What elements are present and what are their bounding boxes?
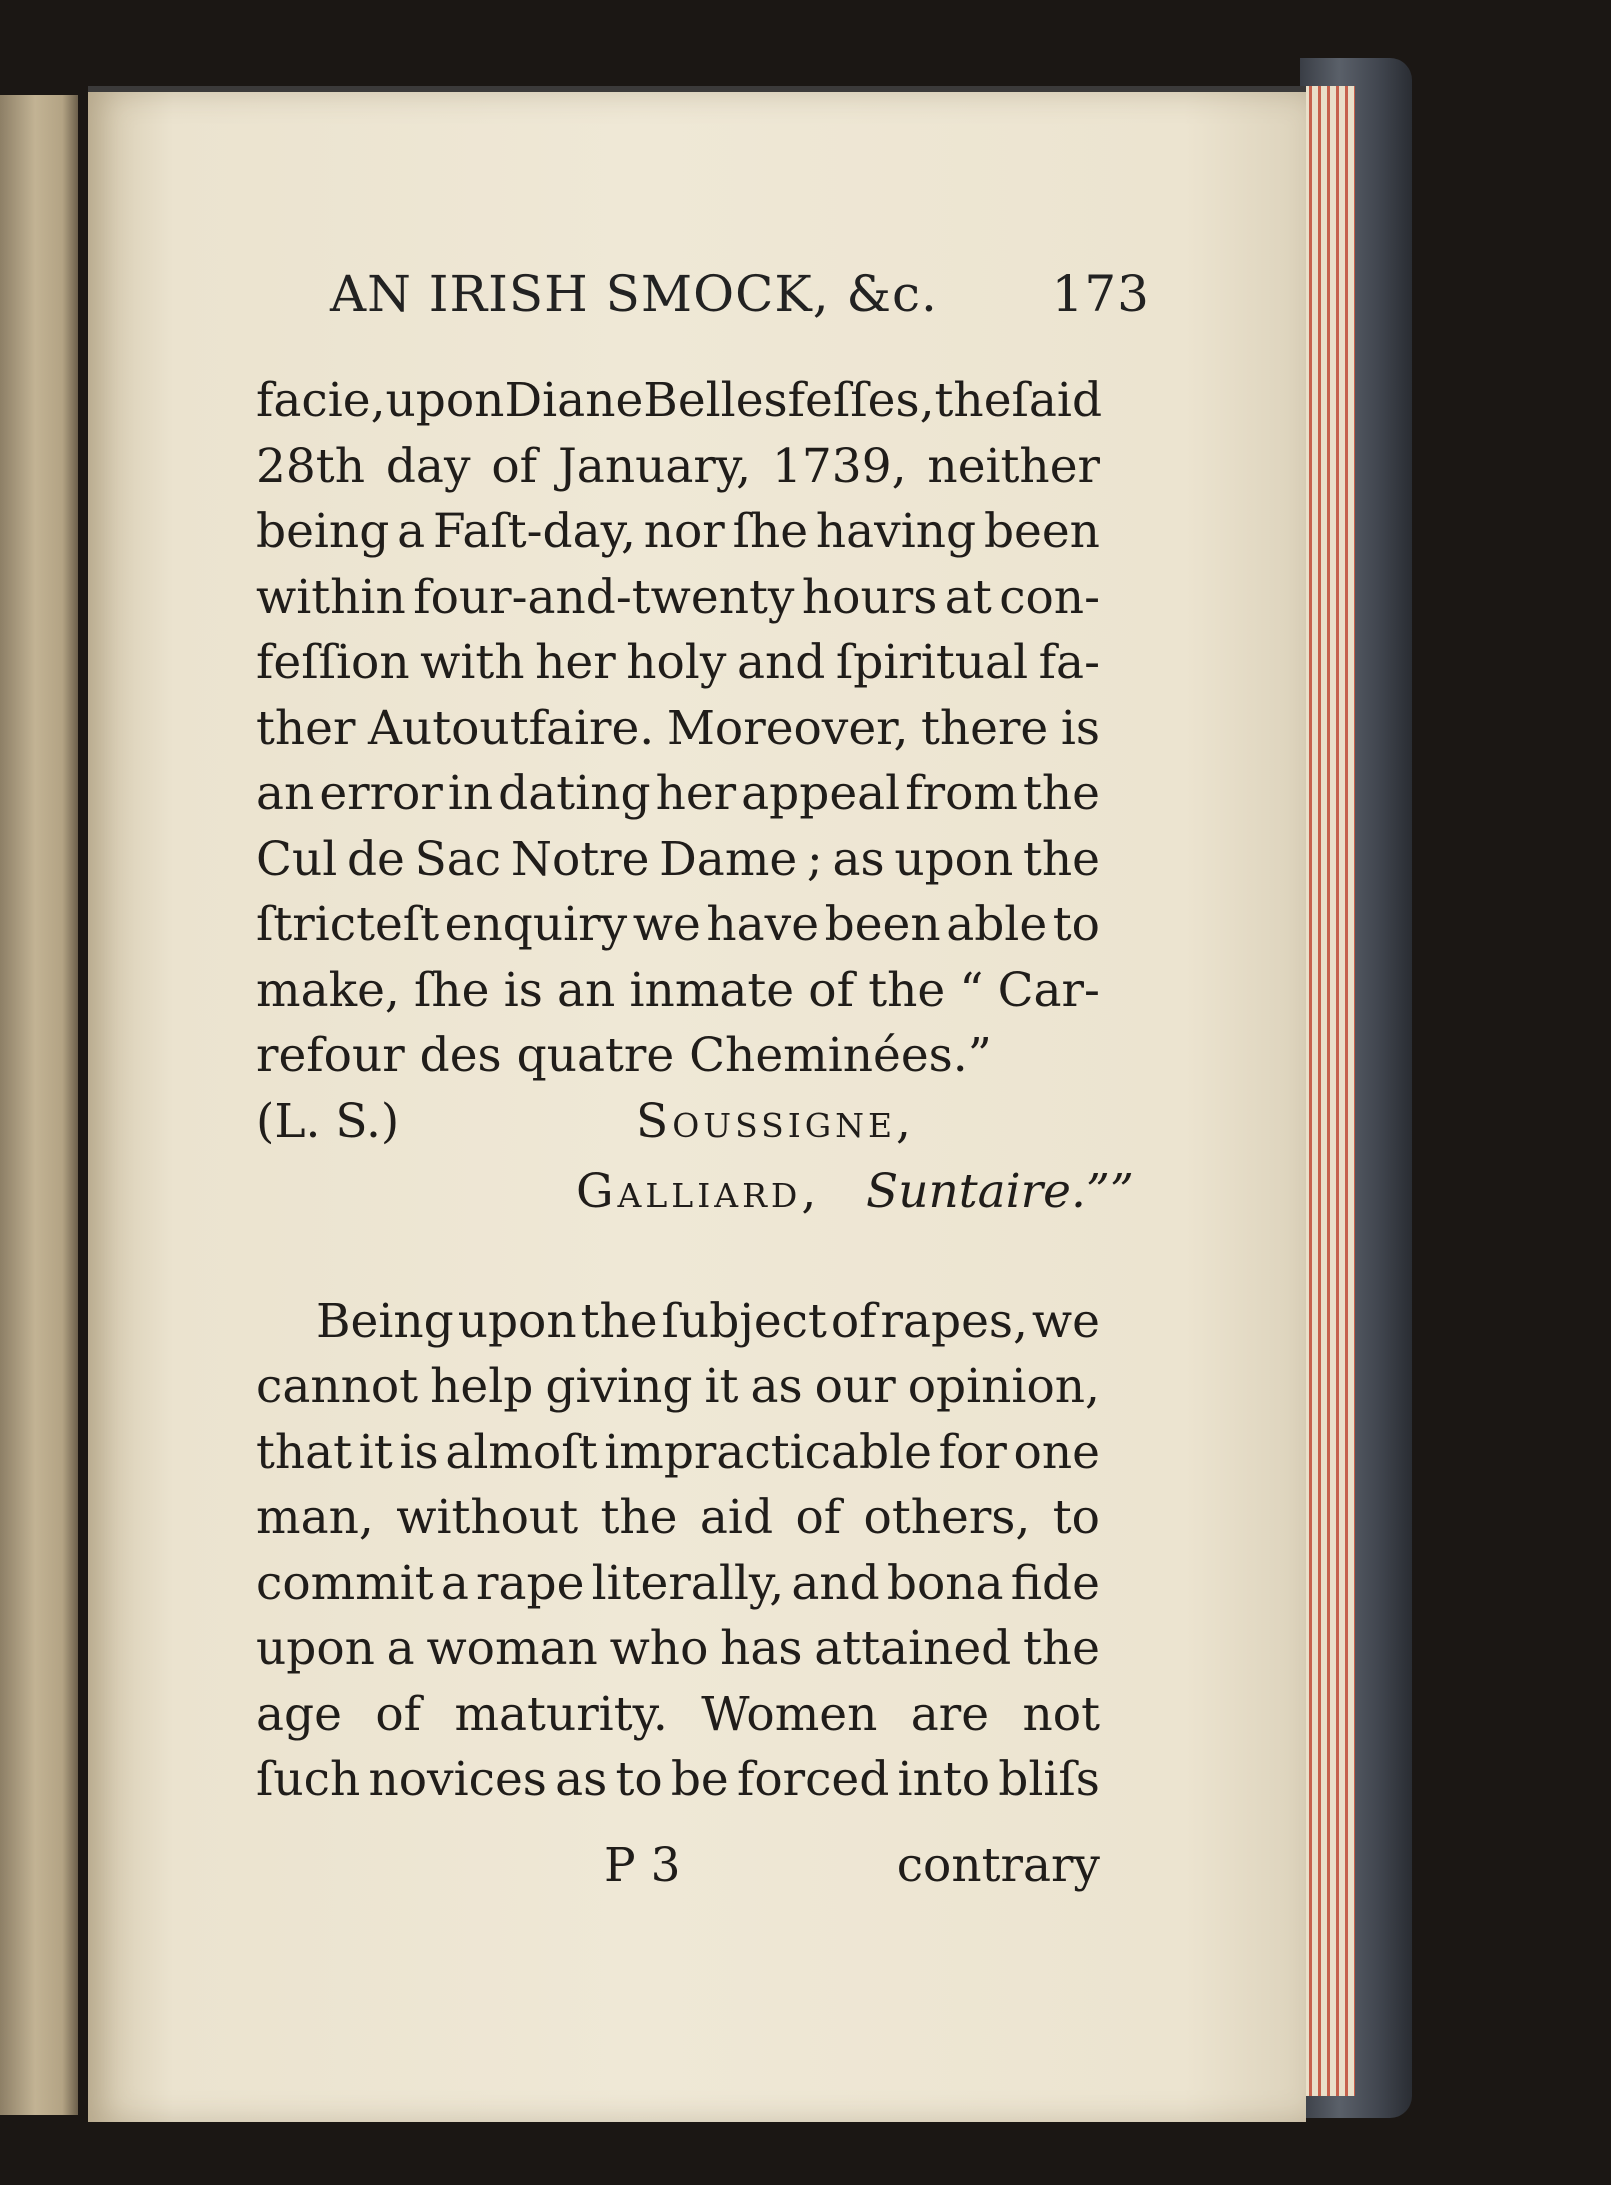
word: the	[580, 1293, 658, 1349]
word: neither	[927, 438, 1100, 494]
signature-mark: P 3	[604, 1838, 681, 1893]
word: our	[814, 1359, 896, 1414]
word: is	[1060, 700, 1100, 756]
text-line	[256, 958, 1100, 1024]
word: help	[430, 1359, 534, 1414]
word: of	[830, 1293, 877, 1349]
word: “	[959, 962, 984, 1018]
word: it	[358, 1424, 393, 1480]
word: to	[615, 1752, 663, 1807]
page-text	[256, 368, 1134, 1813]
text-line	[256, 761, 1100, 827]
word: attained	[814, 1621, 1012, 1676]
word: has	[720, 1621, 803, 1676]
word: have	[706, 897, 820, 952]
word: to	[1052, 897, 1100, 952]
word: day	[385, 438, 471, 494]
word: the	[1022, 766, 1100, 821]
text-line	[256, 1354, 1100, 1420]
word: at	[944, 569, 992, 625]
word: one	[1013, 1424, 1100, 1480]
word: Diane	[504, 373, 644, 428]
word: man,	[256, 1490, 374, 1545]
word: into	[897, 1752, 991, 1807]
word: holy	[626, 635, 727, 690]
word: an	[256, 766, 315, 821]
word: Being	[316, 1293, 454, 1349]
word: of	[375, 1686, 422, 1742]
word: ſaid	[1011, 373, 1103, 428]
word: of	[808, 962, 854, 1018]
word: with	[420, 635, 525, 690]
word: are	[910, 1686, 990, 1742]
word: Cul	[256, 831, 338, 887]
page-footer	[256, 1838, 1100, 1908]
word: a	[397, 504, 426, 559]
word: we	[632, 897, 701, 952]
word: not	[1022, 1686, 1100, 1742]
word: facie,	[256, 373, 386, 428]
text-line	[256, 696, 1100, 762]
word: ſhe	[732, 504, 809, 559]
text-line	[256, 434, 1100, 500]
word: Bellesfeſſes,	[643, 373, 935, 428]
word: dating	[498, 766, 651, 821]
word: a	[386, 1621, 415, 1676]
text-line	[256, 630, 1100, 696]
word: of	[795, 1490, 842, 1545]
text-line	[256, 1616, 1100, 1682]
word: the	[1022, 831, 1100, 887]
word: giving	[545, 1359, 693, 1414]
running-title: AN IRISH SMOCK, &c.	[330, 265, 938, 323]
word: of	[491, 438, 538, 494]
word: hours	[801, 569, 938, 625]
word: in	[447, 766, 494, 821]
word: as	[555, 1752, 608, 1807]
word: the	[600, 1490, 678, 1545]
word: maturity.	[454, 1686, 668, 1742]
word: been	[824, 897, 941, 952]
word: ſubject	[661, 1293, 827, 1349]
seal-mark: (L. S.)	[256, 1093, 400, 1149]
word: forced	[736, 1752, 890, 1807]
word: inmate	[629, 962, 795, 1018]
word: there	[920, 700, 1049, 756]
running-header	[330, 265, 1150, 335]
signatory-name: Galliard,	[576, 1163, 821, 1219]
word: as	[750, 1359, 803, 1414]
word: appeal	[741, 766, 901, 821]
word: error	[319, 766, 443, 821]
word: de	[346, 831, 405, 887]
word: aid	[699, 1490, 774, 1545]
text-line	[256, 892, 1100, 958]
signature-line-2	[256, 1159, 1134, 1229]
word: literally,	[591, 1555, 785, 1611]
text-line	[256, 1485, 1100, 1551]
word: within	[256, 569, 406, 625]
word: ſtricteſt	[256, 897, 440, 952]
text-line	[256, 1551, 1100, 1617]
word: con-	[999, 569, 1100, 625]
text-line	[256, 499, 1100, 565]
word: fa-	[1038, 635, 1100, 690]
word: feſſion	[256, 635, 410, 690]
word: having	[815, 504, 977, 559]
word: age	[256, 1686, 342, 1742]
word: impracticable	[604, 1424, 932, 1480]
word: ſuch	[256, 1752, 361, 1807]
word: novices	[368, 1752, 547, 1807]
page-number: 173	[1051, 265, 1150, 323]
word: without	[396, 1490, 579, 1545]
word: woman	[426, 1621, 598, 1676]
word: her	[535, 635, 616, 690]
word: upon	[385, 373, 505, 428]
facing-page-edge	[0, 95, 78, 2115]
word: upon	[256, 1621, 375, 1676]
word: commit	[256, 1555, 434, 1611]
word: being	[256, 504, 390, 559]
text-line	[256, 1420, 1100, 1486]
word: we	[1031, 1293, 1100, 1349]
catchword: contrary	[896, 1838, 1100, 1893]
word: and	[791, 1555, 880, 1611]
word: for	[938, 1424, 1007, 1480]
text-line	[256, 1289, 1100, 1355]
text-line: refour des quatre Cheminées.”	[256, 1028, 992, 1083]
word: and	[736, 635, 826, 690]
word: the	[1023, 1621, 1100, 1676]
word: ;	[806, 831, 823, 887]
word: to	[1052, 1490, 1100, 1545]
word: as	[832, 831, 885, 887]
word: Women	[701, 1686, 878, 1742]
word: the	[868, 962, 946, 1018]
word: Sac	[414, 831, 502, 887]
word: Faſt-day,	[432, 504, 636, 559]
word: that	[256, 1424, 353, 1480]
page-fore-edge	[1300, 86, 1355, 2096]
text-line	[256, 1682, 1100, 1748]
word: opinion,	[907, 1359, 1100, 1414]
text-line	[256, 368, 1103, 434]
word: rapes,	[880, 1293, 1028, 1349]
word: ther	[256, 700, 356, 756]
word: upon	[894, 831, 1014, 887]
word: bliſs	[998, 1752, 1100, 1807]
word: Car-	[997, 962, 1100, 1018]
word: make,	[256, 962, 400, 1018]
word: the	[934, 373, 1012, 428]
word: able	[946, 897, 1048, 952]
word: her	[655, 766, 737, 821]
word: bona	[886, 1555, 1004, 1611]
word: Notre	[510, 831, 650, 887]
word: ſhe	[414, 962, 490, 1018]
word: is	[503, 962, 543, 1018]
word: who	[609, 1621, 709, 1676]
word: it	[704, 1359, 739, 1414]
word: a	[440, 1555, 469, 1611]
word: Autoutfaire.	[368, 700, 655, 756]
signatory-title: Suntaire.””	[866, 1163, 1134, 1219]
word: enquiry	[444, 897, 628, 952]
word: almoſt	[445, 1424, 598, 1480]
word: an	[557, 962, 616, 1018]
word: 28th	[256, 438, 365, 494]
word: others,	[863, 1490, 1031, 1545]
signature-line-1	[256, 1089, 1100, 1159]
word: nor	[643, 504, 725, 559]
word: fide	[1010, 1555, 1100, 1611]
word: 1739,	[771, 438, 907, 494]
word: from	[905, 766, 1018, 821]
word: rape	[476, 1555, 585, 1611]
text-line	[256, 827, 1100, 893]
word: been	[983, 504, 1100, 559]
text-line	[256, 565, 1100, 631]
word: is	[399, 1424, 439, 1480]
word: four-and-twenty	[413, 569, 795, 625]
soussigne: Soussigne,	[636, 1093, 915, 1149]
word: upon	[457, 1293, 577, 1349]
word: Dame	[659, 831, 798, 887]
word: Moreover,	[666, 700, 909, 756]
text-line	[256, 1747, 1100, 1813]
word: January,	[557, 438, 752, 494]
word: be	[670, 1752, 729, 1807]
word: ſpiritual	[835, 635, 1029, 690]
word: cannot	[256, 1359, 419, 1414]
